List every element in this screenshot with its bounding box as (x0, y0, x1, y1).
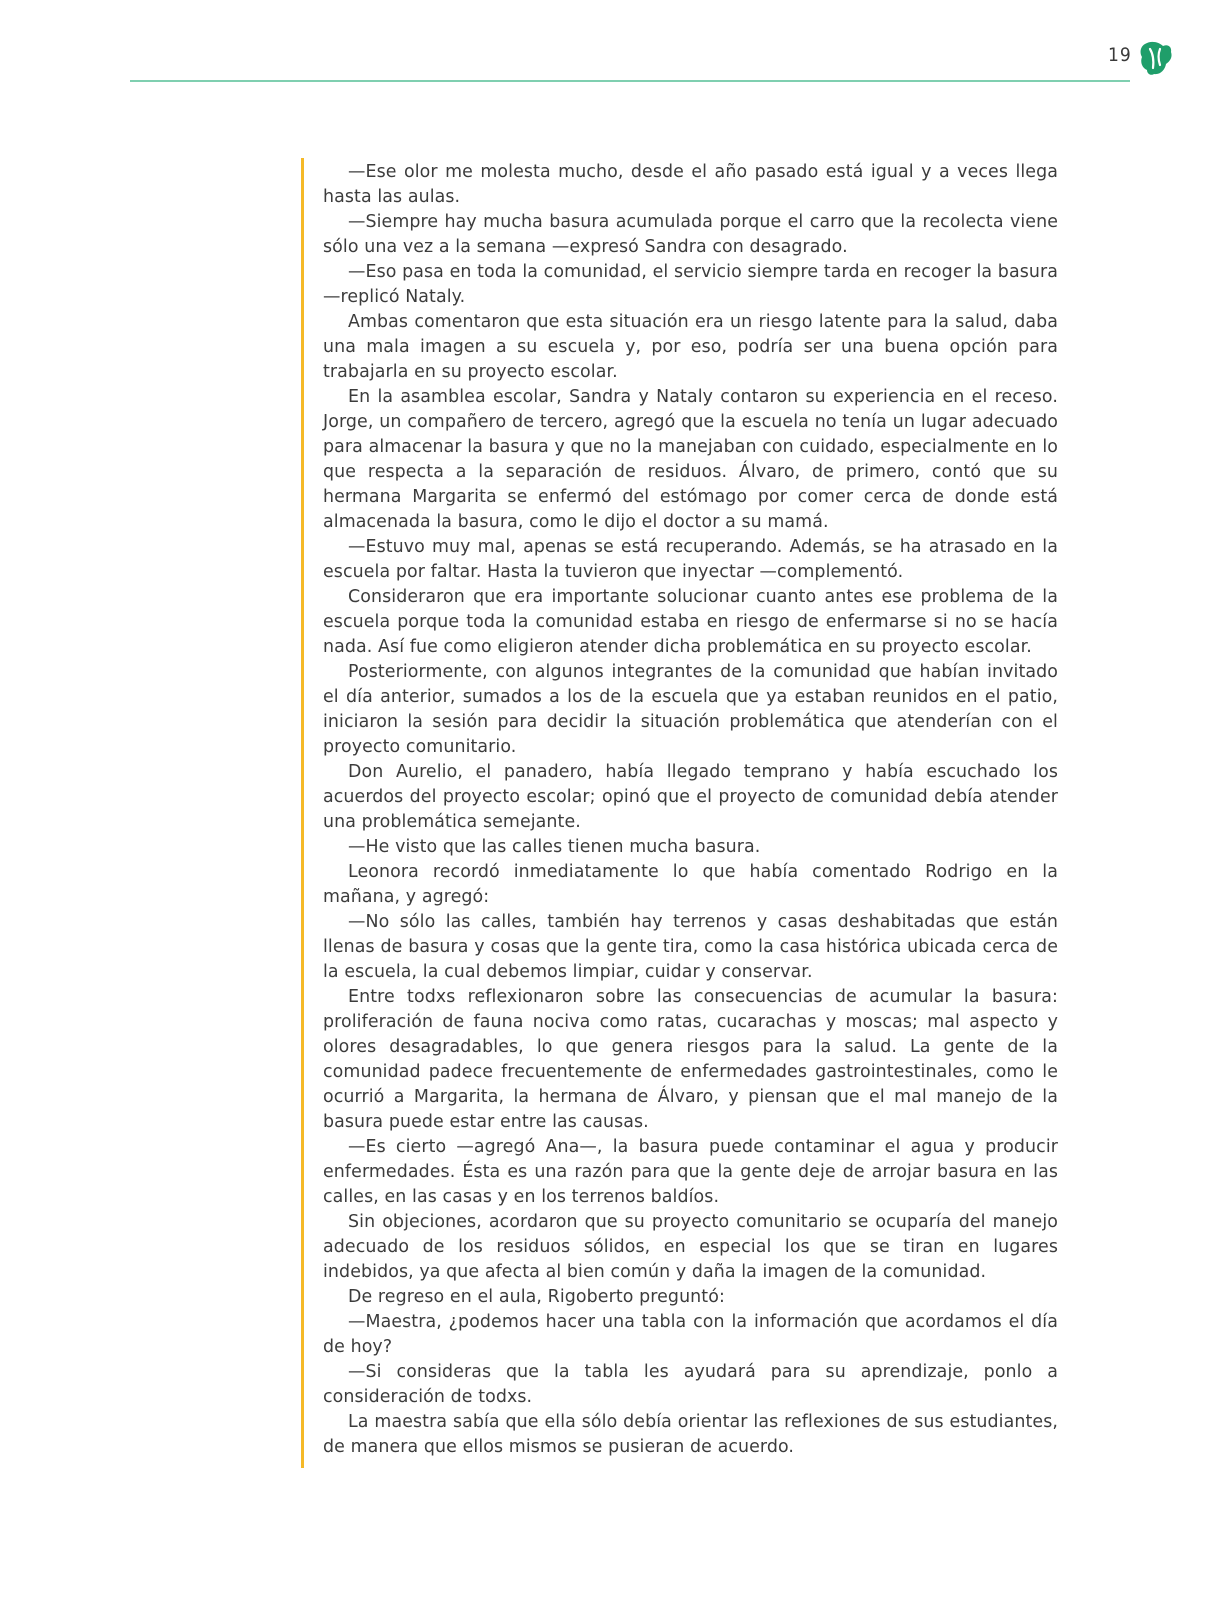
side-accent-bar (301, 158, 304, 1468)
body-text (323, 160, 1058, 1460)
paragraph: En la asamblea escolar, Sandra y Nataly contaron su experiencia en el receso. Jorge, un compañero de tercero, agregó que la escuela no tenía un lugar adecuado para almacenar la basura y que no la manejaban con cuidado, especialmente en lo que respecta a la separación de residuos. Álvaro, de primero, contó que su hermana Margarita se enfermó del estómago por comer cerca de donde está almacenada la basura, como le dijo el doctor a su mamá. (323, 387, 1058, 532)
paragraph: La maestra sabía que ella sólo debía orientar las reflexiones de sus estudiantes, de manera que ellos mismos se pusieran de acuerdo. (323, 1412, 1058, 1457)
paragraph: —Maestra, ¿podemos hacer una tabla con la información que acordamos el día de hoy? (323, 1312, 1058, 1357)
paragraph: Sin objeciones, acordaron que su proyecto comunitario se ocuparía del manejo adecuado de los residuos sólidos, en especial los que se tiran en lugares indebidos, ya que afecta al bien común y daña la imagen de la comunidad. (323, 1212, 1058, 1282)
paragraph: —Estuvo muy mal, apenas se está recuperando. Además, se ha atrasado en la escuela por faltar. Hasta la tuvieron que inyectar —complementó. (323, 537, 1058, 582)
paragraph: Don Aurelio, el panadero, había llegado temprano y había escuchado los acuerdos del proyecto escolar; opinó que el proyecto de comunidad debía atender una problemática semejante. (323, 762, 1058, 832)
paragraph: Entre todxs reflexionaron sobre las consecuencias de acumular la basura: proliferación de fauna nociva como ratas, cucarachas y moscas; mal aspecto y olores desagradables, lo que genera riesgos para la salud. La gente de la comunidad padece frecuentemente de enfermedades gastrointestinales, como le ocurrió a Margarita, la hermana de Álvaro, y piensan que el mal manejo de la basura puede estar entre las causas. (323, 987, 1058, 1132)
paragraph: —Es cierto —agregó Ana—, la basura puede contaminar el agua y producir enfermedades. Ésta es una razón para que la gente deje de arrojar basura en las calles, en las casas y en los terrenos baldíos. (323, 1137, 1058, 1207)
paragraph: Consideraron que era importante solucionar cuanto antes ese problema de la escuela porque toda la comunidad estaba en riesgo de enfermarse si no se hacía nada. Así fue como eligieron atender dicha problemática en su proyecto escolar. (323, 587, 1058, 657)
paragraph: —Siempre hay mucha basura acumulada porque el carro que la recolecta viene sólo una vez a la semana —expresó Sandra con desagrado. (323, 212, 1058, 257)
paragraph: —Ese olor me molesta mucho, desde el año pasado está igual y a veces llega hasta las aulas. (323, 162, 1058, 207)
paragraph: —He visto que las calles tienen mucha basura. (348, 837, 761, 857)
paragraph: —Eso pasa en toda la comunidad, el servicio siempre tarda en recoger la basura —replicó Nataly. (323, 262, 1058, 307)
paragraph: De regreso en el aula, Rigoberto preguntó: (348, 1287, 725, 1307)
paragraph: Ambas comentaron que esta situación era un riesgo latente para la salud, daba una mala imagen a su escuela y, por eso, podría ser una buena opción para trabajarla en su proyecto escolar. (323, 312, 1058, 382)
paragraph: Posteriormente, con algunos integrantes de la comunidad que habían invitado el día anterior, sumados a los de la escuela que ya estaban reunidos en el patio, iniciaron la sesión para decidir la situación problemática que atenderían con el proyecto comunitario. (323, 662, 1058, 757)
green-leaf-logo-icon (1139, 40, 1173, 76)
page-number: 19 (1108, 44, 1132, 66)
paragraph: —No sólo las calles, también hay terrenos y casas deshabitadas que están llenas de basura y cosas que la gente tira, como la casa histórica ubicada cerca de la escuela, la cual debemos limpiar, cuidar y conservar. (323, 912, 1058, 982)
header-rule (130, 80, 1130, 82)
paragraph: Leonora recordó inmediatamente lo que había comentado Rodrigo en la mañana, y agregó: (323, 862, 1058, 907)
paragraph: —Si consideras que la tabla les ayudará para su aprendizaje, ponlo a consideración de todxs. (323, 1362, 1058, 1407)
